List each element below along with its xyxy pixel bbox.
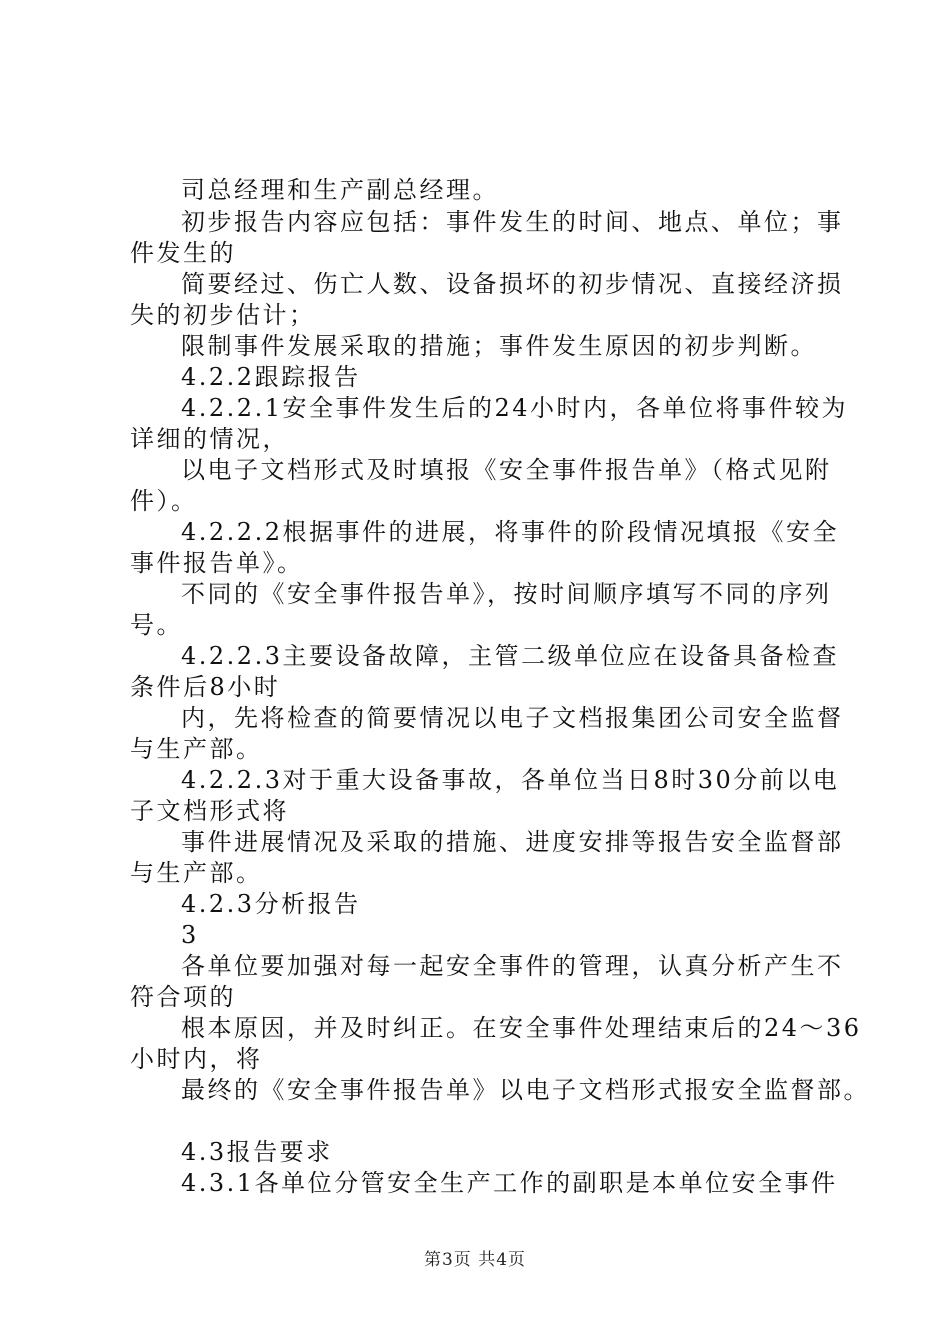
text-line: 3 <box>181 921 199 949</box>
text-line: 根本原因，并及时纠正。在安全事件处理结束后的24～36 <box>181 1014 862 1042</box>
text-line: 简要经过、伤亡人数、设备损坏的初步情况、直接经济损 <box>181 270 844 298</box>
text-line: 各单位要加强对每一起安全事件的管理，认真分析产生不 <box>181 952 844 980</box>
text-line: 内，先将检查的简要情况以电子文档报集团公司安全监督 <box>181 704 844 732</box>
section-heading: 4.2.2跟踪报告 <box>181 363 361 391</box>
text-line: 小时内，将 <box>130 1045 263 1073</box>
text-line: 最终的《安全事件报告单》以电子文档形式报安全监督部。 <box>181 1076 870 1104</box>
text-line: 4.2.2.3对于重大设备事故，各单位当日8时30分前以电 <box>181 766 840 794</box>
section-heading: 4.3报告要求 <box>181 1138 333 1166</box>
text-line: 与生产部。 <box>130 859 263 887</box>
text-line: 详细的情况， <box>130 425 289 453</box>
text-line: 失的初步估计； <box>130 301 316 329</box>
text-line: 子文档形式将 <box>130 797 289 825</box>
text-line: 不同的《安全事件报告单》，按时间顺序填写不同的序列 <box>181 580 832 608</box>
text-line: 与生产部。 <box>130 735 263 763</box>
text-line: 事件进展情况及采取的措施、进度安排等报告安全监督部 <box>181 828 844 856</box>
section-heading: 4.2.3分析报告 <box>181 890 361 918</box>
text-line: 号。 <box>130 611 183 639</box>
text-line: 件）。 <box>130 487 198 515</box>
text-line: 限制事件发展采取的措施；事件发生原因的初步判断。 <box>181 332 817 360</box>
text-line: 4.2.2.1安全事件发生后的24小时内，各单位将事件较为 <box>181 394 849 422</box>
text-line: 件发生的 <box>130 239 236 267</box>
text-line: 4.3.1各单位分管安全生产工作的副职是本单位安全事件 <box>181 1169 838 1197</box>
text-line: 初步报告内容应包括：事件发生的时间、地点、单位；事 <box>181 208 844 236</box>
text-line: 条件后8小时 <box>130 673 281 701</box>
text-line: 司总经理和生产副总经理。 <box>181 176 499 204</box>
text-line: 符合项的 <box>130 983 236 1011</box>
page-footer: 第3页 共4页 <box>423 1250 527 1270</box>
text-line: 4.2.2.2根据事件的进展，将事件的阶段情况填报《安全 <box>181 518 839 546</box>
text-line: 以电子文档形式及时填报《安全事件报告单》（格式见附 <box>181 456 832 484</box>
text-line: 事件报告单》。 <box>130 549 304 577</box>
text-line: 4.2.2.3主要设备故障，主管二级单位应在设备具备检查 <box>181 642 839 670</box>
